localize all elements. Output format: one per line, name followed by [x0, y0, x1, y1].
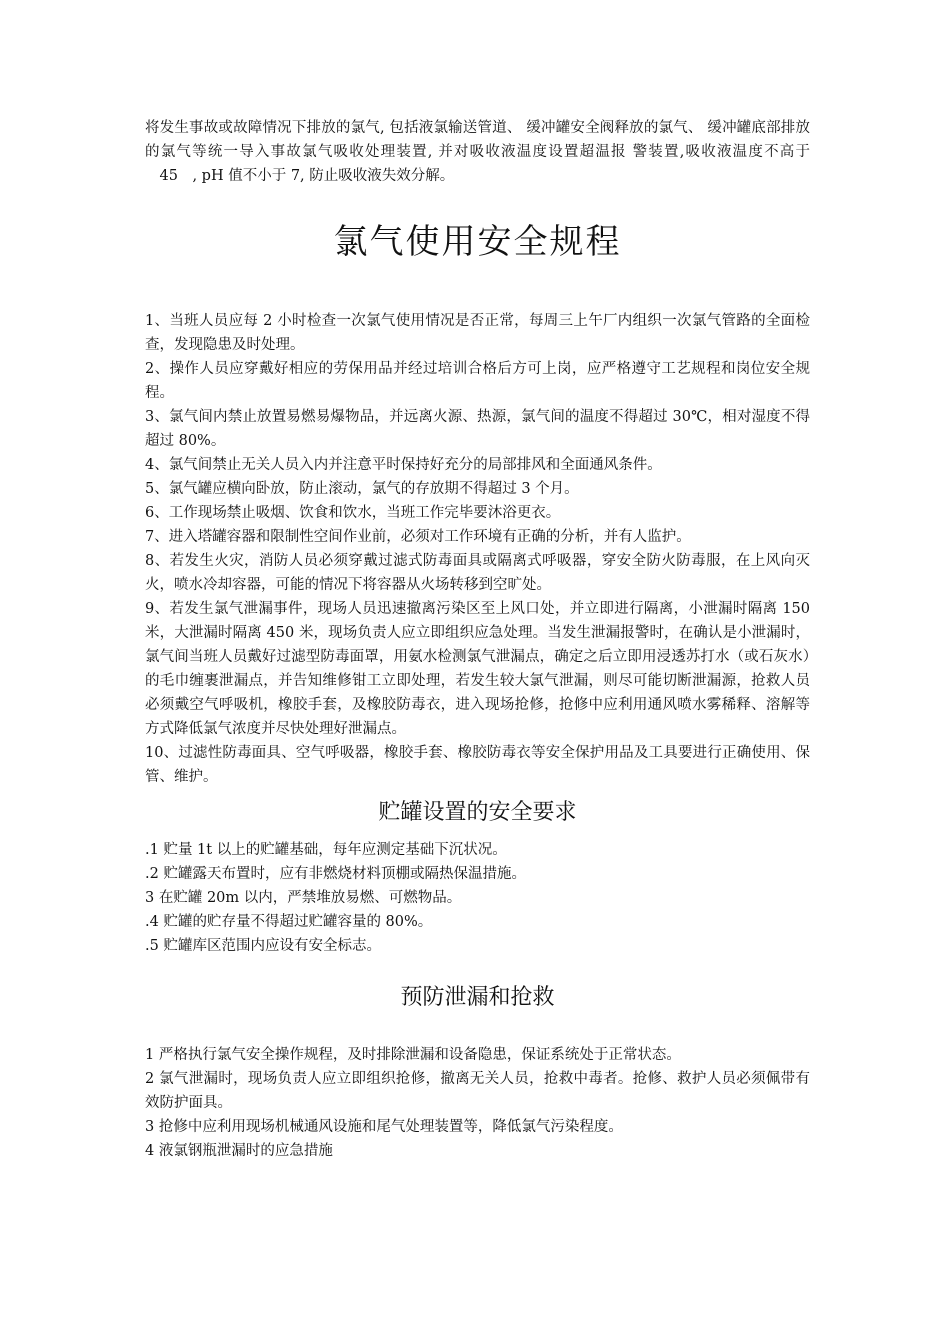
tank-item: .5 贮罐库区范围内应设有安全标志。 — [145, 938, 381, 954]
tank-section-title: 贮罐设置的安全要求 — [378, 800, 577, 825]
rule-item: 5、氯气罐应横向卧放，防止滚动，氯气的存放期不得超过 3 个月。 — [145, 481, 579, 497]
tank-item: .1 贮量 1t 以上的贮罐基础，每年应测定基础下沉状况。 — [145, 842, 507, 858]
leak-item: 1 严格执行氯气安全操作规程，及时排除泄漏和设备隐患，保证系统处于正常状态。 — [145, 1047, 681, 1063]
leak-item: 2 氯气泄漏时，现场负责人应立即组织抢修，撤离无关人员，抢救中毒者。抢修、救护人员必须佩带有效防护面具。 — [145, 1071, 810, 1111]
main-title: 氯气使用安全规程 — [333, 222, 622, 262]
rule-item: 8、若发生火灾，消防人员必须穿戴过滤式防毒面具或隔离式呼吸器，穿安全防火防毒服，在上风向灭火，喷水冷却容器，可能的情况下将容器从火场转移到空旷处。 — [145, 553, 810, 593]
leak-section-title: 预防泄漏和抢救 — [400, 985, 555, 1010]
rule-item: 10、过滤性防毒面具、空气呼吸器，橡胶手套、橡胶防毒衣等安全保护用品及工具要进行正确使用、保管、维护。 — [145, 745, 810, 785]
rule-item: 3、氯气间内禁止放置易燃易爆物品，并远离火源、热源，氯气间的温度不得超过 30℃，相对湿度不得超过 80%。 — [145, 409, 810, 449]
leak-list — [145, 1043, 810, 1163]
rule-item: 1、当班人员应每 2 小时检查一次氯气使用情况是否正常，每周三上午厂内组织一次氯气管路的全面检查，发现隐患及时处理。 — [145, 313, 810, 353]
document-page — [145, 116, 810, 1163]
rules-list — [145, 309, 810, 789]
leak-item: 3 抢修中应利用现场机械通风设施和尾气处理装置等，降低氯气污染程度。 — [145, 1119, 623, 1135]
tank-item: .2 贮罐露天布置时，应有非燃烧材料顶棚或隔热保温措施。 — [145, 866, 526, 882]
leak-item: 4 液氯钢瓶泄漏时的应急措施 — [145, 1143, 333, 1159]
tank-list — [145, 838, 810, 958]
rule-item: 2、操作人员应穿戴好相应的劳保用品并经过培训合格后方可上岗，应严格遵守工艺规程和岗位安全规程。 — [145, 361, 810, 401]
intro-paragraph: 将发生事故或故障情况下排放的氯气, 包括液氯输送管道、 缓冲罐安全阀释放的氯气、 缓冲罐底部排放的氯气等统一导入事故氯气吸收处理装置, 并对吸收液温度设置超温报 警装置,吸收液温度不高于 45 , pH 值不小于 7, 防止吸收液失效分解。 — [145, 120, 810, 184]
tank-item: 3 在贮罐 20m 以内，严禁堆放易燃、可燃物品。 — [145, 890, 462, 906]
rule-item: 4、氯气间禁止无关人员入内并注意平时保持好充分的局部排风和全面通风条件。 — [145, 457, 662, 473]
rule-item: 7、进入塔罐容器和限制性空间作业前，必须对工作环境有正确的分析，并有人监护。 — [145, 529, 691, 545]
tank-item: .4 贮罐的贮存量不得超过贮罐容量的 80%。 — [145, 914, 433, 930]
rule-item: 6、工作现场禁止吸烟、饮食和饮水，当班工作完毕要沐浴更衣。 — [145, 505, 561, 521]
rule-item: 9、若发生氯气泄漏事件，现场人员迅速撤离污染区至上风口处，并立即进行隔离，小泄漏时隔离 150 米，大泄漏时隔离 450 米，现场负责人应立即组织应急处理。当发生泄漏报警时，在确认是小泄漏时，氯气间当班人员戴好过滤型防毒面罩，用氨水检测氯气泄漏点，确定之后立即用浸透苏打水（或石灰水）的毛巾缠裹泄漏点，并告知维修钳工立即处理，若发生较大氯气泄漏，则尽可能切断泄漏源，抢救人员必须戴空气呼吸机，橡胶手套，及橡胶防毒衣，进入现场抢修，抢修中应利用通风喷水雾稀释、溶解等方式降低氯气浓度并尽快处理好泄漏点。 — [145, 601, 810, 737]
